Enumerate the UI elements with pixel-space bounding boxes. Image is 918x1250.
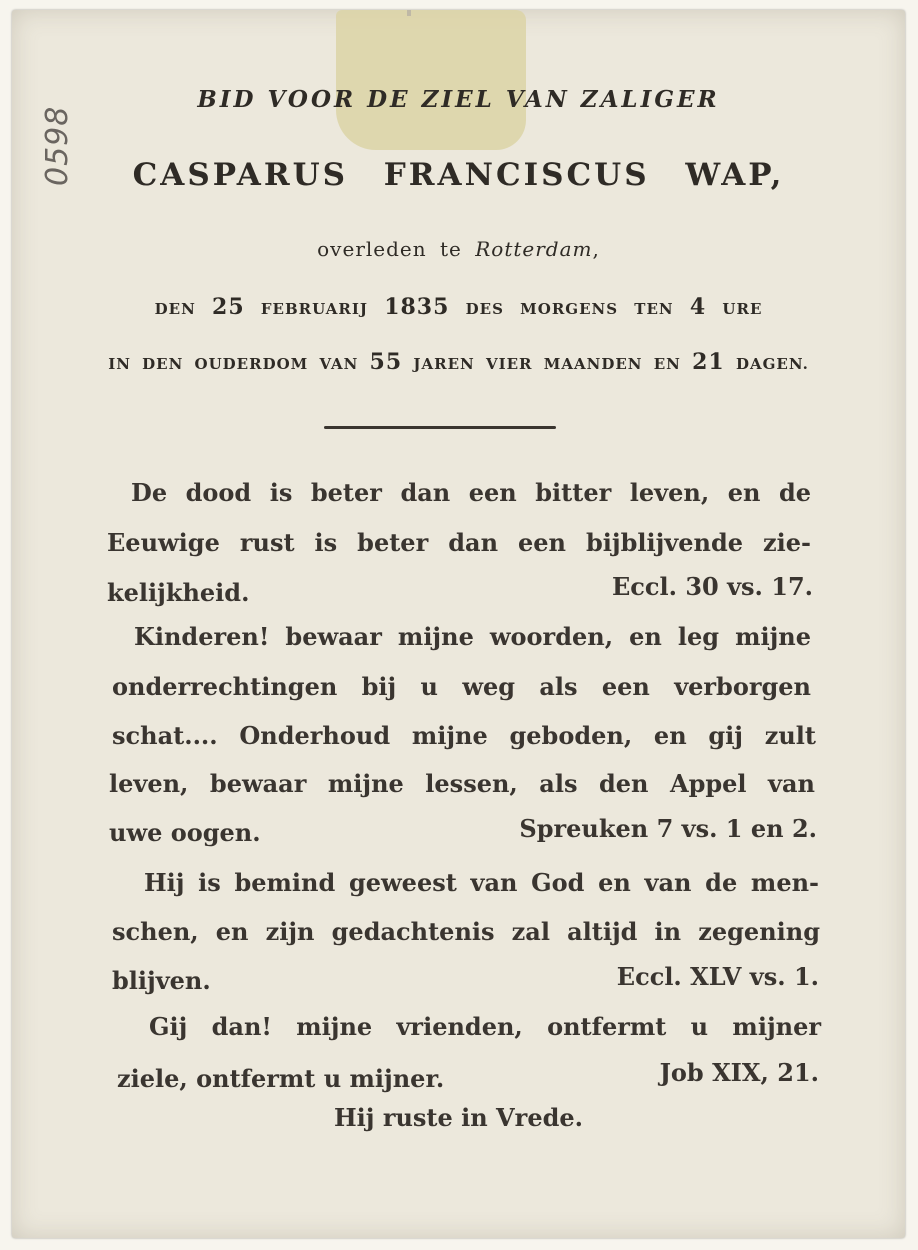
verse-3-line-1: Hij is bemind geweest van God en van de men- [144, 868, 819, 897]
verse-2-line-5: uwe oogen. [109, 818, 261, 847]
deceased-name: CASPARUS FRANCISCUS WAP, [132, 157, 785, 193]
paper-tear [407, 10, 411, 16]
date-month: FEBRUARIJ [260, 300, 368, 318]
death-place-line [12, 237, 905, 261]
died-place: Rotterdam [475, 237, 593, 261]
divider-rule [324, 426, 556, 429]
closing-line: Hij ruste in Vrede. [333, 1103, 583, 1132]
prayer-heading: BID VOOR DE ZIEL VAN ZALIGER [197, 86, 720, 113]
death-date-line [12, 294, 905, 320]
date-morning: DES MORGENS TEN [465, 300, 674, 318]
verse-2-line-1: Kinderen! bewaar mijne woorden, en leg mijne [134, 622, 811, 651]
died-prefix: overleden te [317, 237, 462, 261]
died-suffix: , [592, 237, 600, 261]
date-day: 25 [212, 294, 245, 320]
date-den: DEN [154, 300, 196, 318]
paper-stain [336, 10, 526, 150]
verse-4-reference: Job XIX, 21. [659, 1058, 819, 1087]
verse-3-line-2: schen, en zijn gedachtenis zal altijd in zegening [112, 917, 820, 946]
verse-2-reference: Spreuken 7 vs. 1 en 2. [519, 814, 817, 843]
verse-2-line-3: schat.... Onderhoud mijne geboden, en gij zult [112, 721, 816, 750]
verse-4-line-1: Gij dan! mijne vrienden, ontfermt u mijner [149, 1012, 821, 1041]
age-years: 55 [369, 349, 403, 375]
verse-1-reference: Eccl. 30 vs. 17. [611, 572, 813, 601]
date-year: 1835 [384, 294, 450, 320]
age-days: 21 [692, 349, 725, 375]
verse-2-line-2: onderrechtingen bij u weg als een verborgen [112, 672, 811, 701]
verse-1-line-2: Eeuwige rust is beter dan een bijblijvende zie- [107, 528, 811, 557]
inventory-number: 0598 [40, 105, 75, 186]
age-middle: JAREN VIER MAANDEN EN [413, 355, 681, 373]
date-ure: URE [722, 300, 763, 318]
verse-4-line-2: ziele, ontfermt u mijner. [117, 1064, 445, 1093]
verse-2-line-4: leven, bewaar mijne lessen, als den Appel van [109, 769, 815, 798]
verse-3-line-3: blijven. [112, 966, 211, 995]
verse-3-reference: Eccl. XLV vs. 1. [616, 962, 819, 991]
age-line [12, 349, 905, 375]
verse-1-line-1: De dood is beter dan een bitter leven, en de [131, 478, 811, 507]
age-suffix: DAGEN. [735, 355, 809, 373]
verse-1-line-3: kelijkheid. [107, 578, 250, 607]
prayer-card [12, 10, 905, 1238]
date-hour: 4 [689, 294, 707, 320]
age-prefix: IN DEN OUDERDOM VAN [108, 355, 359, 373]
